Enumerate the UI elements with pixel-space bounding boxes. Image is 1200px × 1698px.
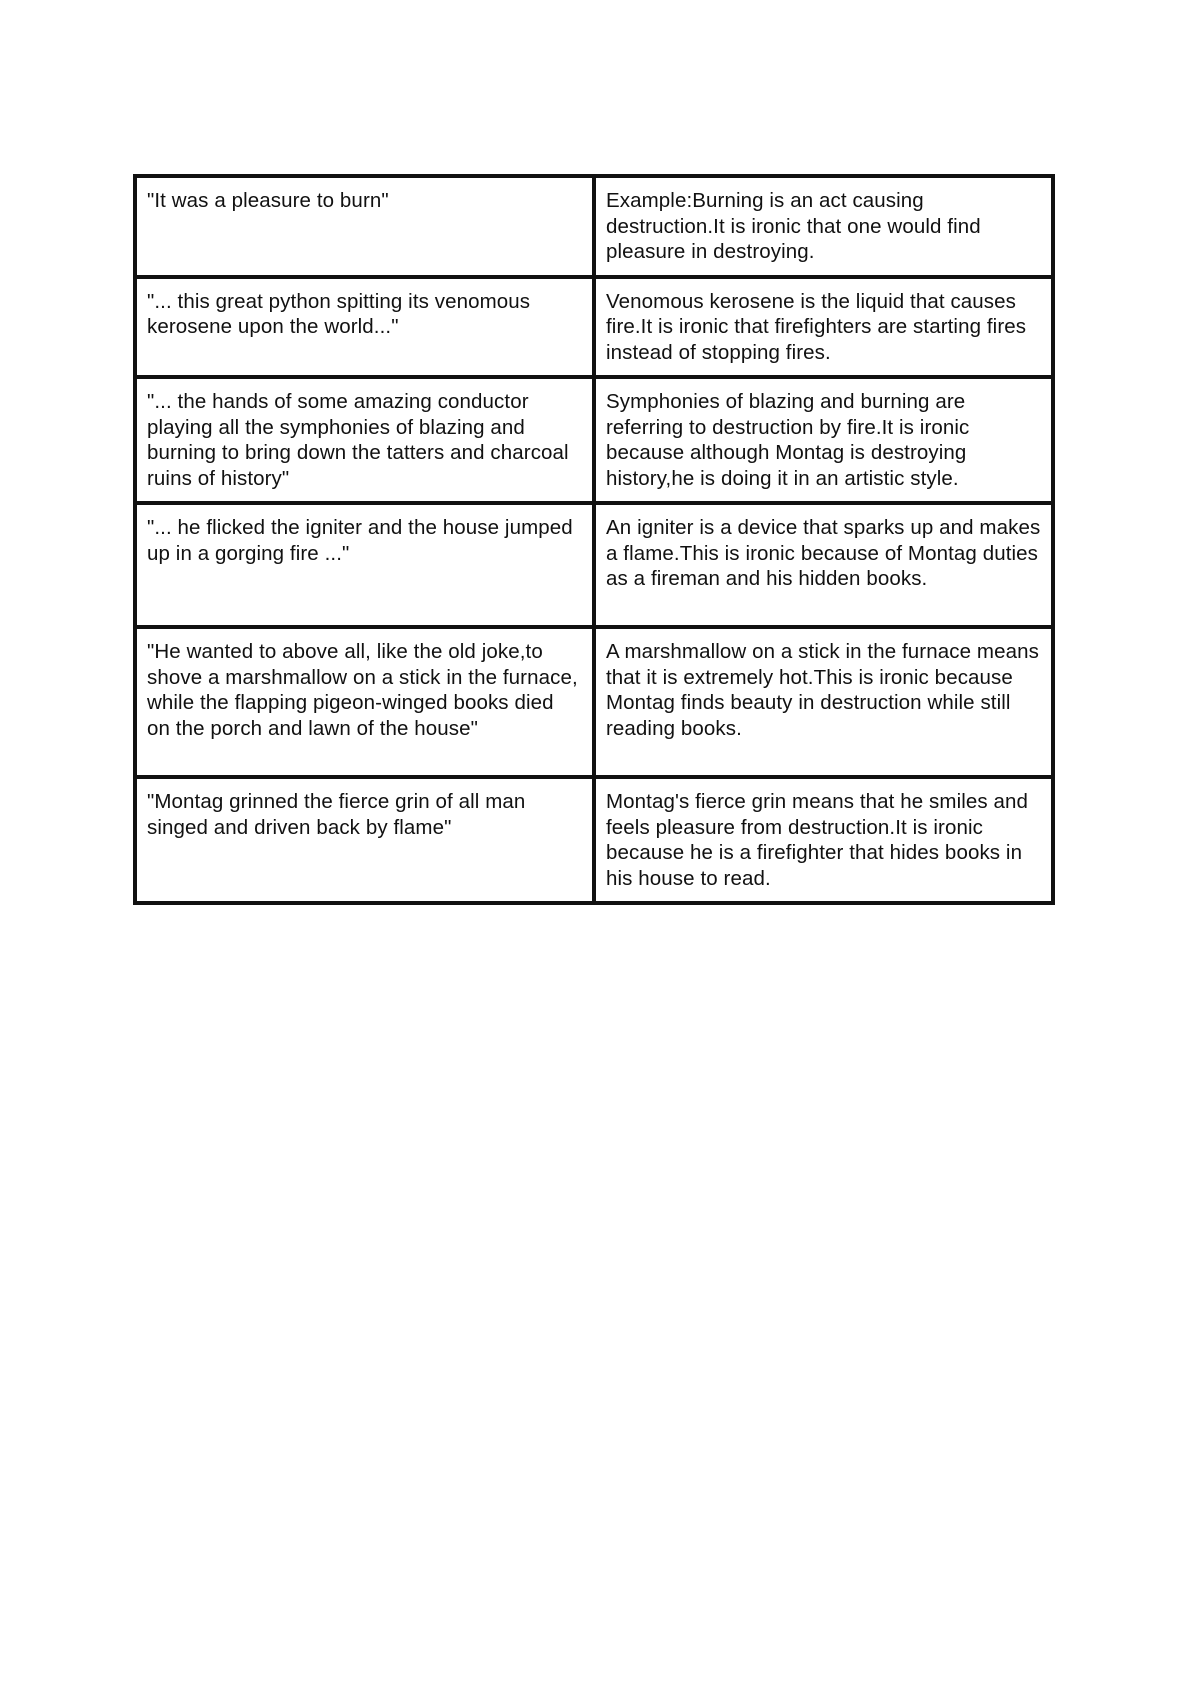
quote-analysis-table bbox=[133, 174, 1055, 905]
explanation-cell: Symphonies of blazing and burning are referring to destruction by fire.It is ironic because although Montag is destroying history,he is doing it in an artistic style. bbox=[594, 377, 1053, 503]
explanation-cell: A marshmallow on a stick in the furnace means that it is extremely hot.This is ironic because Montag finds beauty in destruction while still reading books. bbox=[594, 627, 1053, 777]
quote-cell: "... this great python spitting its venomous kerosene upon the world..." bbox=[135, 277, 594, 378]
table-row bbox=[135, 176, 1053, 277]
quote-cell: "It was a pleasure to burn" bbox=[135, 176, 594, 277]
table-row bbox=[135, 627, 1053, 777]
table-row bbox=[135, 777, 1053, 903]
quote-cell: "He wanted to above all, like the old joke,to shove a marshmallow on a stick in the furnace, while the flapping pigeon-winged books died on the porch and lawn of the house" bbox=[135, 627, 594, 777]
table-row bbox=[135, 503, 1053, 627]
table-row bbox=[135, 377, 1053, 503]
explanation-cell: An igniter is a device that sparks up and makes a flame.This is ironic because of Montag duties as a fireman and his hidden books. bbox=[594, 503, 1053, 627]
explanation-cell: Montag's fierce grin means that he smiles and feels pleasure from destruction.It is ironic because he is a firefighter that hides books in his house to read. bbox=[594, 777, 1053, 903]
explanation-cell: Example:Burning is an act causing destruction.It is ironic that one would find pleasure in destroying. bbox=[594, 176, 1053, 277]
quote-cell: "... the hands of some amazing conductor playing all the symphonies of blazing and burning to bring down the tatters and charcoal ruins of history" bbox=[135, 377, 594, 503]
explanation-cell: Venomous kerosene is the liquid that causes fire.It is ironic that firefighters are starting fires instead of stopping fires. bbox=[594, 277, 1053, 378]
quote-cell: "Montag grinned the fierce grin of all man singed and driven back by flame" bbox=[135, 777, 594, 903]
quote-cell: "... he flicked the igniter and the house jumped up in a gorging fire ..." bbox=[135, 503, 594, 627]
table-row bbox=[135, 277, 1053, 378]
